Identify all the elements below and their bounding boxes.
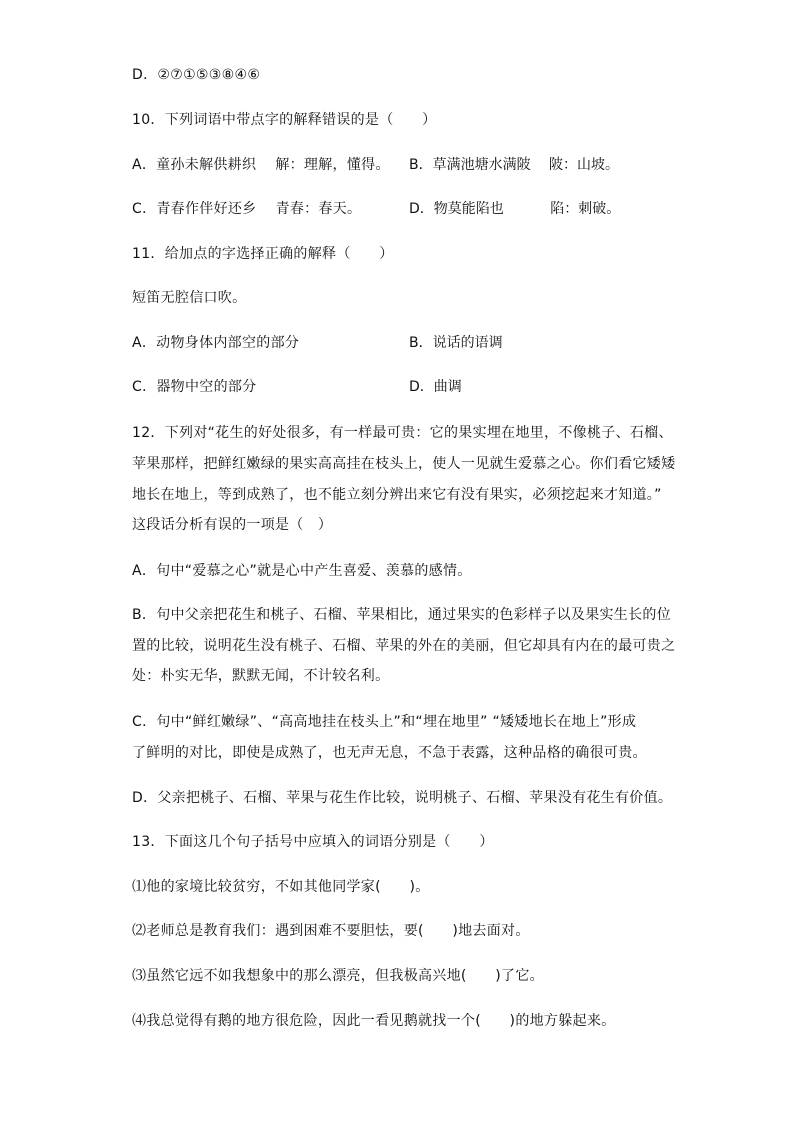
- q13-item: ⑴他的家境比较贫穷，不如其他同学家( )。: [132, 879, 430, 895]
- q12-option-b-line: B．句中父亲把花生和桃子、石榴、苹果相比，通过果实的色彩样子以及果实生长的位: [132, 607, 672, 623]
- q12-option-b-line: 置的比较，说明花生没有桃子、石榴、苹果的外在的美丽，但它却具有内在的最可贵之: [132, 638, 676, 654]
- q13-item: ⑵老师总是教育我们：遇到困难不要胆怯，要( )地去面对。: [132, 923, 530, 939]
- q12-stem-line: 苹果那样，把鲜红嫩绿的果实高高挂在枝头上，使人一见就生爱慕之心。你们看它矮矮: [132, 456, 676, 472]
- q9-option-d: D．②⑦①⑤③⑧④⑥: [132, 67, 261, 83]
- q11-option-b: B．说话的语调: [409, 335, 503, 351]
- q10-option-b: B．草满池塘水满陂 陂：山坡。: [409, 157, 620, 173]
- q12-stem-line: 12．下列对“花生的好处很多，有一样最可贵：它的果实埋在地里，不像桃子、石榴、: [132, 425, 673, 441]
- q11-sentence: 短笛无腔信口吹。: [132, 290, 247, 306]
- q11-option-c: C．器物中空的部分: [132, 379, 257, 395]
- q11-option-d: D．曲调: [409, 379, 462, 395]
- q11-option-a: A．动物身体内部空的部分: [132, 335, 300, 351]
- q12-option-d: D．父亲把桃子、石榴、苹果与花生作比较，说明桃子、石榴、苹果没有花生有价值。: [132, 790, 673, 806]
- q13-stem: 13．下面这几个句子括号中应填入的词语分别是（ ）: [132, 834, 494, 850]
- q10-option-a: A．童孙未解供耕织 解：理解，懂得。: [132, 157, 390, 173]
- q12-option-c-line: 了鲜明的对比，即使是成熟了，也无声无息，不急于表露，这种品格的确很可贵。: [132, 745, 647, 761]
- q13-item: ⑶虽然它远不如我想象中的那么漂亮，但我极高兴地( )了它。: [132, 968, 544, 984]
- q13-item: ⑷我总觉得有鹅的地方很危险，因此一看见鹅就找一个( )的地方躲起来。: [132, 1013, 616, 1029]
- q12-stem-line: 地长在地上，等到成熟了，也不能立刻分辨出来它有没有果实，必须挖起来才知道。”: [132, 487, 662, 503]
- q11-stem: 11．给加点的字选择正确的解释（ ）: [132, 246, 394, 262]
- q12-option-b-line: 处：朴实无华，默默无闻，不计较名利。: [132, 668, 390, 684]
- q10-option-d: D．物莫能陷也 陷：刺破。: [409, 201, 621, 217]
- q10-stem: 10．下列词语中带点字的解释错误的是（ ）: [132, 112, 437, 128]
- q12-option-a: A．句中“爱慕之心”就是心中产生喜爱、羡慕的感情。: [132, 563, 472, 579]
- q10-option-c: C．青春作伴好还乡 青春：春天。: [132, 201, 362, 217]
- q12-option-c-line: C．句中“鲜红嫩绿”、“高高地挂在枝头上”和“埋在地里” “矮矮地长在地上”形成: [132, 714, 637, 730]
- q12-stem-line: 这段话分析有误的一项是（ ）: [132, 517, 333, 533]
